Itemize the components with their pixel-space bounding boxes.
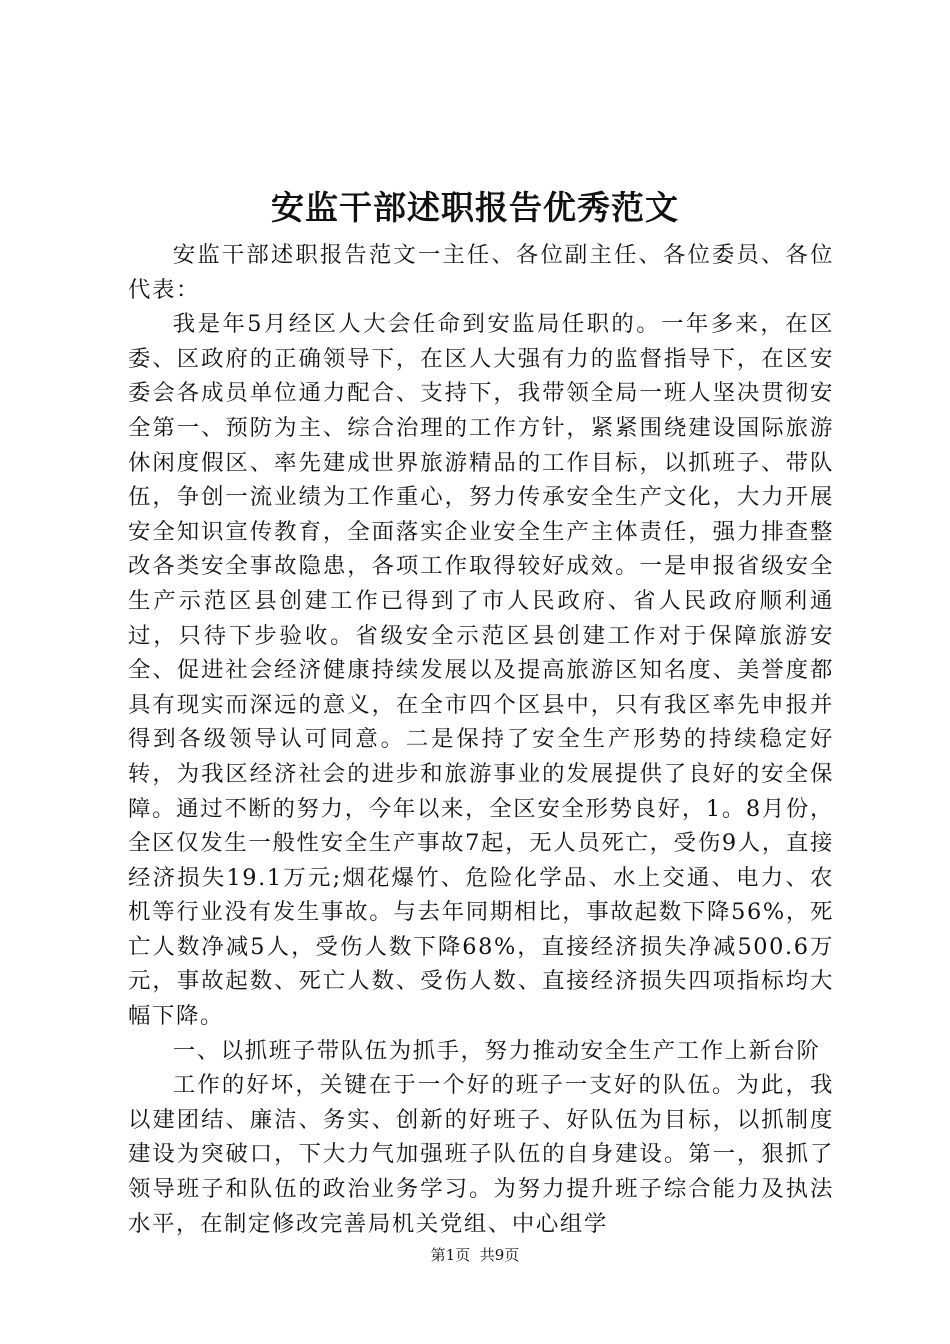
- document-title: 安监干部述职报告优秀范文: [271, 188, 679, 227]
- document-body: [128, 238, 834, 1241]
- section-heading: 一、以抓班子带队伍为抓手，努力推动安全生产工作上新台阶: [172, 1037, 821, 1064]
- paragraph-team-building: 工作的好坏，关键在于一个好的班子一支好的队伍。为此，我以建团结、廉洁、务实、创新的好班子、好队伍为目标，以抓制度建设为突破口，下大力气加强班子队伍的自身建设。第一，狠抓了领导班子和队伍的政治业务学习。为努力提升班子综合能力及执法水平，在制定修改完善局机关党组、中心组学: [128, 1072, 834, 1237]
- total-pages-label: 共9页: [479, 1246, 520, 1264]
- paragraph-salutation: 安监干部述职报告范文一主任、各位副主任、各位委员、各位代表：: [128, 242, 834, 303]
- footer-separator: [470, 1246, 480, 1264]
- current-page-label: 第1页: [430, 1246, 471, 1264]
- page-footer: [0, 1243, 950, 1267]
- paragraph-overview: 我是年5月经区人大会任命到安监局任职的。一年多来，在区委、区政府的正确领导下，在区人大强有力的监督指导下，在区安委会各成员单位通力配合、支持下，我带领全局一班人坚决贯彻安全第一、预防为主、综合治理的工作方针，紧紧围绕建设国际旅游休闲度假区、率先建成世界旅游精品的工作目标，以抓班子、带队伍，争创一流业绩为工作重心，努力传承安全生产文化，大力开展安全知识宣传教育，全面落实企业安全生产主体责任，强力排查整改各类安全事故隐患，各项工作取得较好成效。一是申报省级安全生产示范区县创建工作已得到了市人民政府、省人民政府顺利通过，只待下步验收。省级安全示范区县创建工作对于保障旅游安全、促进社会经济健康持续发展以及提高旅游区知名度、美誉度都具有现实而深远的意义，在全市四个区县中，只有我区率先申报并得到各级领导认可同意。二是保持了安全生产形势的持续稳定好转，为我区经济社会的进步和旅游事业的发展提供了良好的安全保障。通过不断的努力，今年以来，全区安全形势良好，1。8月份，全区仅发生一般性安全生产事故7起，无人员死亡，受伤9人，直接经济损失19.1万元;烟花爆竹、危险化学品、水上交通、电力、农机等行业没有发生事故。与去年同期相比，事故起数下降56%，死亡人数净减5人，受伤人数下降68%，直接经济损失净减500.6万元，事故起数、死亡人数、受伤人数、直接经济损失四项指标均大幅下降。: [128, 311, 834, 1030]
